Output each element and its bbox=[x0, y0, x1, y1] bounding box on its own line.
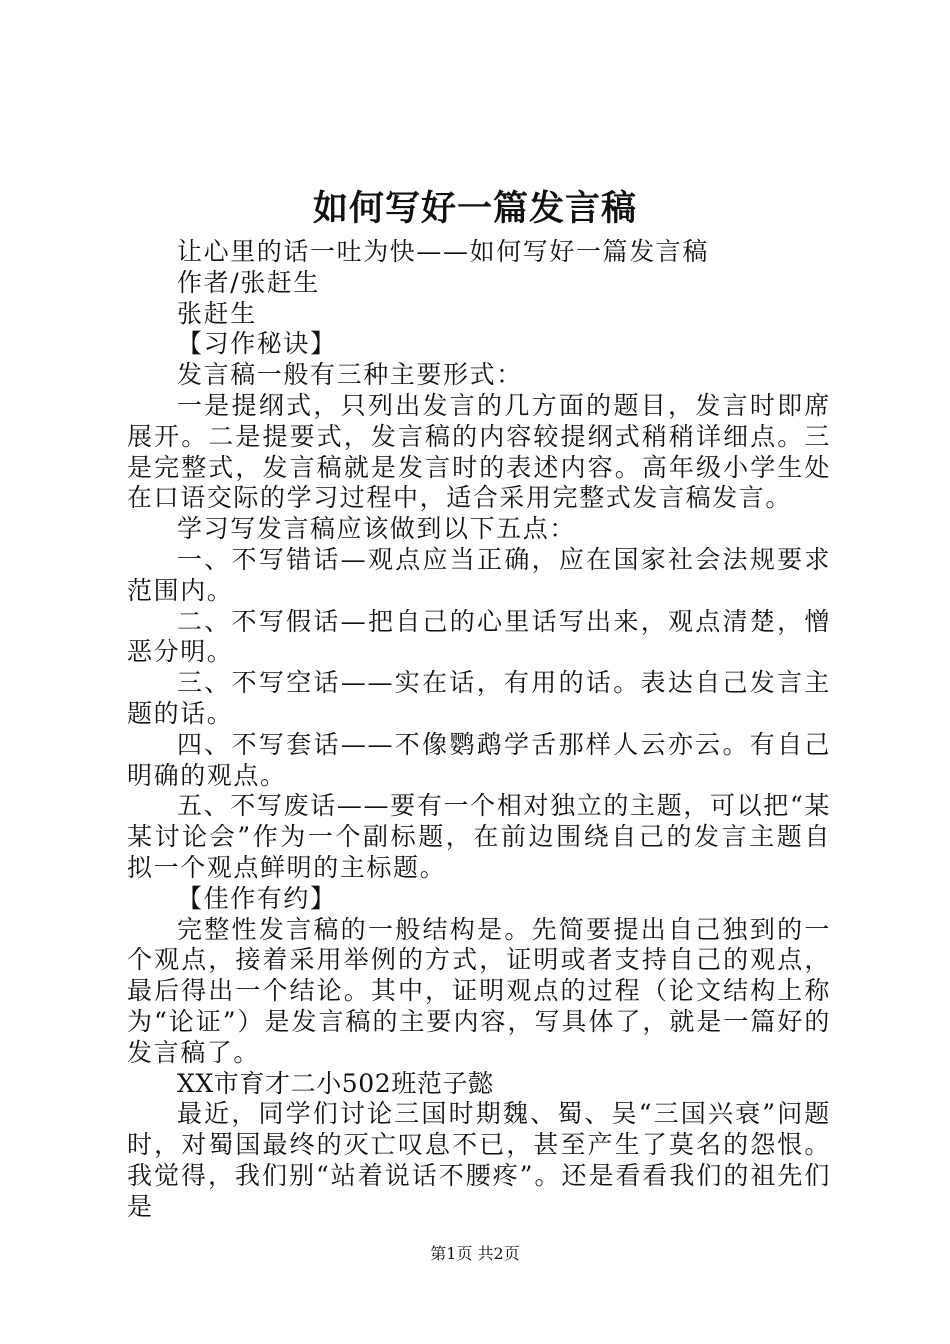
list-item-point-2: 二、不写假话—把自己的心里话写出来，观点清楚，憎恶分明。 bbox=[127, 606, 831, 667]
body-paragraph: 最近，同学们讨论三国时期魏、蜀、吴“三国兴衰”问题时，对蜀国最终的灭亡叹息不已，甚至产生了莫名的怨恨。我觉得，我们别“站着说话不腰疼”。还是看看我们的祖先们是 bbox=[127, 1099, 831, 1221]
list-item-point-3: 三、不写空话——实在话，有用的话。表达自己发言主题的话。 bbox=[127, 668, 831, 728]
page-number-footer: 第1页 共2页 bbox=[430, 1244, 520, 1263]
body-paragraph: 学习写发言稿应该做到以下五点： bbox=[177, 514, 577, 544]
body-paragraph: 完整性发言稿的一般结构是。先简要提出自己独到的一个观点，接着采用举例的方式，证明或者支持自己的观点，最后得出一个结论。其中，证明观点的过程（论文结构上称为“论证”）是发言稿的主要内容，写具体了，就是一篇好的发言稿了。 bbox=[127, 914, 831, 1067]
body-paragraph: 一是提纲式，只列出发言的几方面的题目，发言时即席展开。二是提要式，发言稿的内容较提纲式稍稍详细点。三是完整式，发言稿就是发言时的表述内容。高年级小学生处在口语交际的学习过程中，适合采用完整式发言稿发言。 bbox=[127, 390, 831, 513]
list-item-point-5: 五、不写废话——要有一个相对独立的主题，可以把“某某讨论会”作为一个副标题，在前边围绕自己的发言主题自拟一个观点鲜明的主标题。 bbox=[127, 791, 831, 882]
list-item-point-1: 一、不写错话—观点应当正确，应在国家社会法规要求范围内。 bbox=[127, 544, 831, 605]
section-heading-writing-tips: 【习作秘诀】 bbox=[177, 329, 337, 359]
section-heading-good-works: 【佳作有约】 bbox=[177, 883, 337, 913]
list-item-point-4: 四、不写套话——不像鹦鹉学舌那样人云亦云。有自己明确的观点。 bbox=[127, 729, 831, 790]
document-title: 如何写好一篇发言稿 bbox=[312, 188, 637, 229]
essay-byline: XX市育才二小502班范子懿 bbox=[177, 1068, 494, 1098]
body-paragraph: 发言稿一般有三种主要形式： bbox=[177, 360, 523, 390]
author-line: 作者/张赶生 bbox=[177, 267, 321, 297]
author-name: 张赶生 bbox=[177, 298, 257, 328]
subtitle-paragraph: 让心里的话一吐为快——如何写好一篇发言稿 bbox=[177, 237, 710, 266]
document-body bbox=[127, 237, 831, 1223]
